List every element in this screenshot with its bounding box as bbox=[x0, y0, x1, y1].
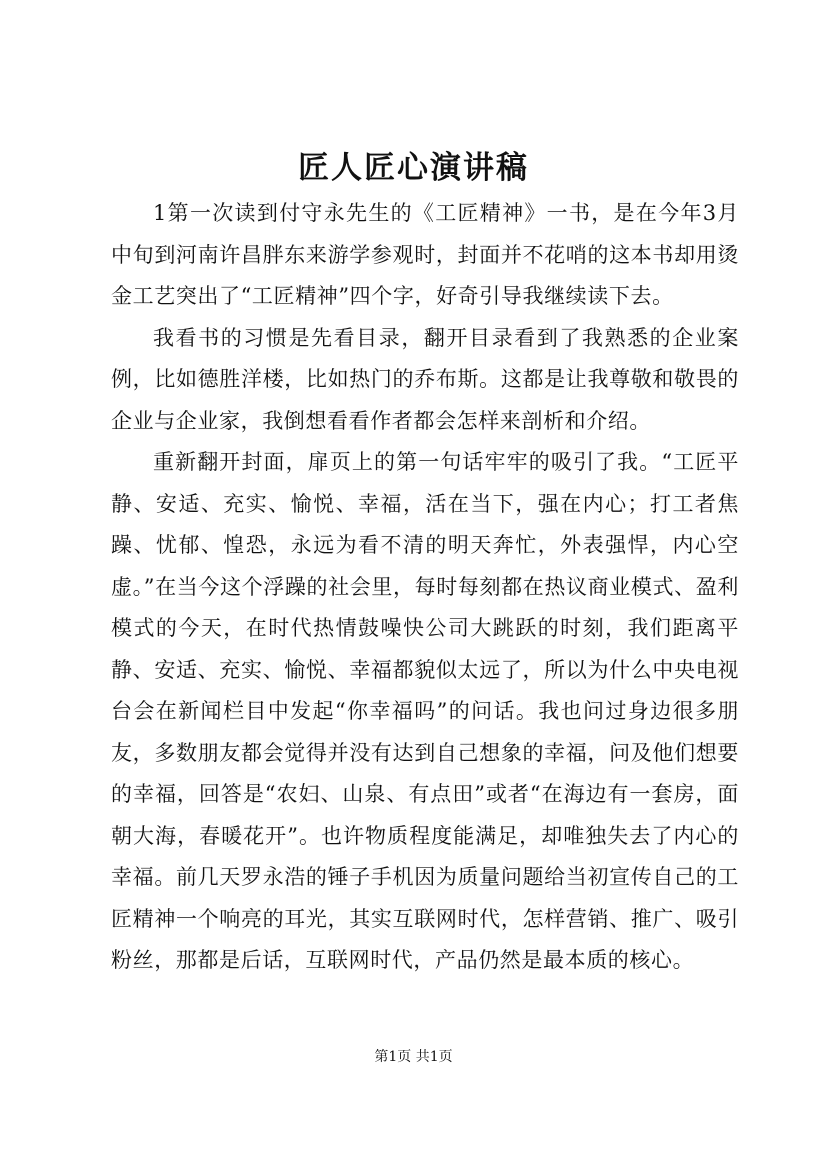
paragraph-3: 重新翻开封面，扉页上的第一句话牢牢的吸引了我。“工匠平静、安适、充实、愉悦、幸福，活在当下，强在内心；打工者焦躁、忧郁、惶恐，永远为看不清的明天奔忙，外表强悍，内心空虚。”在当今这个浮躁的社会里，每时每刻都在热议商业模式、盈利模式的今天，在时代热情鼓噪快公司大跳跃的时刻，我们距离平静、安适、充实、愉悦、幸福都貌似太远了，所以为什么中央电视台会在新闻栏目中发起“你幸福吗”的问话。我也问过身边很多朋友，多数朋友都会觉得并没有达到自己想象的幸福，问及他们想要的幸福，回答是“农妇、山泉、有点田”或者“在海边有一套房，面朝大海，春暖花开”。也许物质程度能满足，却唯独失去了内心的幸福。前几天罗永浩的锤子手机因为质量问题给当初宣传自己的工匠精神一个响亮的耳光，其实互联网时代，怎样营销、推广、吸引粉丝，那都是后话，互联网时代，产品仍然是最本质的核心。 bbox=[111, 450, 739, 972]
paragraph-1: 1第一次读到付守永先生的《工匠精神》一书，是在今年3月中旬到河南许昌胖东来游学参观时，封面并不花哨的这本书却用烫金工艺突出了“工匠精神”四个字，好奇引导我继续读下去。 bbox=[111, 201, 739, 308]
document-body bbox=[111, 193, 739, 982]
paragraph-2: 我看书的习惯是先看目录，翻开目录看到了我熟悉的企业案例，比如德胜洋楼，比如热门的乔布斯。这都是让我尊敬和敬畏的企业与企业家，我倒想看看作者都会怎样来剖析和介绍。 bbox=[111, 325, 739, 433]
page-footer: 第1页 共1页 bbox=[374, 1049, 453, 1065]
document-title: 匠人匠心演讲稿 bbox=[298, 150, 529, 186]
